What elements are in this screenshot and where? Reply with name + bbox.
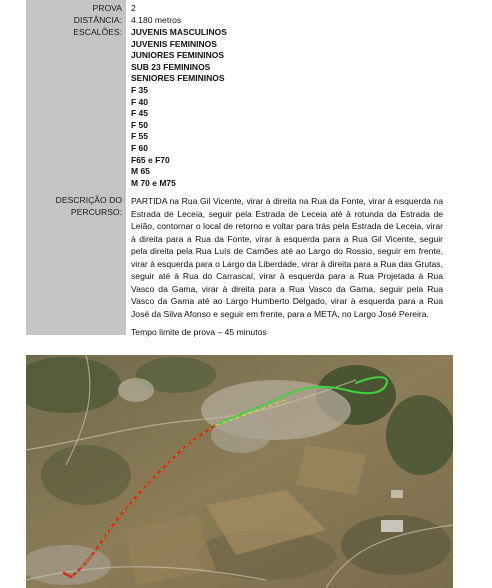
escalao-item: M 65 [131,166,150,177]
route-map-image [26,355,453,588]
label-descricao-line2: PERCURSO: [70,207,122,217]
value-prova: 2 [131,3,136,13]
label-escaloes: ESCALÕES: [73,27,122,37]
label-prova: PROVA [92,3,122,13]
label-descricao-line1: DESCRIÇÃO DO [55,195,122,205]
label-distancia: DISTÂNCIA: [73,15,122,25]
escalao-item: M 70 e M75 [131,177,176,188]
satellite-map [26,355,453,588]
escalao-item: F65 e F70 [131,154,170,165]
escalao-item: F 45 [131,108,149,119]
escalao-item: JUNIORES FEMININOS [131,50,225,61]
escalao-item: JUVENIS FEMININOS [131,38,217,49]
escalao-item: F 60 [131,142,149,153]
escaloes-list [131,27,227,189]
escalao-item: F 35 [131,84,149,95]
escalao-item: F 50 [131,119,149,130]
route-description: PARTIDA na Rua Gil Vicente, virar à direita na Rua da Fonte, virar à esquerda na Estrada de Leceia, seguir pela Estrada de Leceia até à rotunda da Estrada de Leião, contornar o local de retorno e voltar para trás pela Estrada de Leceia, virar à direita para a Rua da Fonte, virar à esquerda para a Rua Gil Vicente, seguir pela direita pela Rua Luís de Camões até ao Largo do Rossio, seguir em frente, virar à esquerda para o Largo da Liberdade, virar à direita para a Rua das Grutas, seguir até à Rua do Carrascal, virar à esquerda para a Rua Projetada à Rua Vasco da Gama, virar à direita para a Rua Vasco da Gama, seguir pela Rua Vasco da Gama até ao Largo Humberto Delgado, virar à esquerda para a Rua José da Silva Afonso e seguir em frente, para a META, no Largo José Pereira. [131,196,443,319]
time-limit: Tempo limite de prova – 45 minutos [131,327,267,337]
escalao-item: SENIORES FEMININOS [131,73,225,84]
escalao-item: SUB 23 FEMININOS [131,61,211,72]
escalao-item: JUVENIS MASCULINOS [131,27,227,37]
escalao-item: F 55 [131,131,149,142]
value-distancia: 4.180 metros [131,15,182,25]
label-column-background [26,0,126,335]
escalao-item: F 40 [131,96,149,107]
